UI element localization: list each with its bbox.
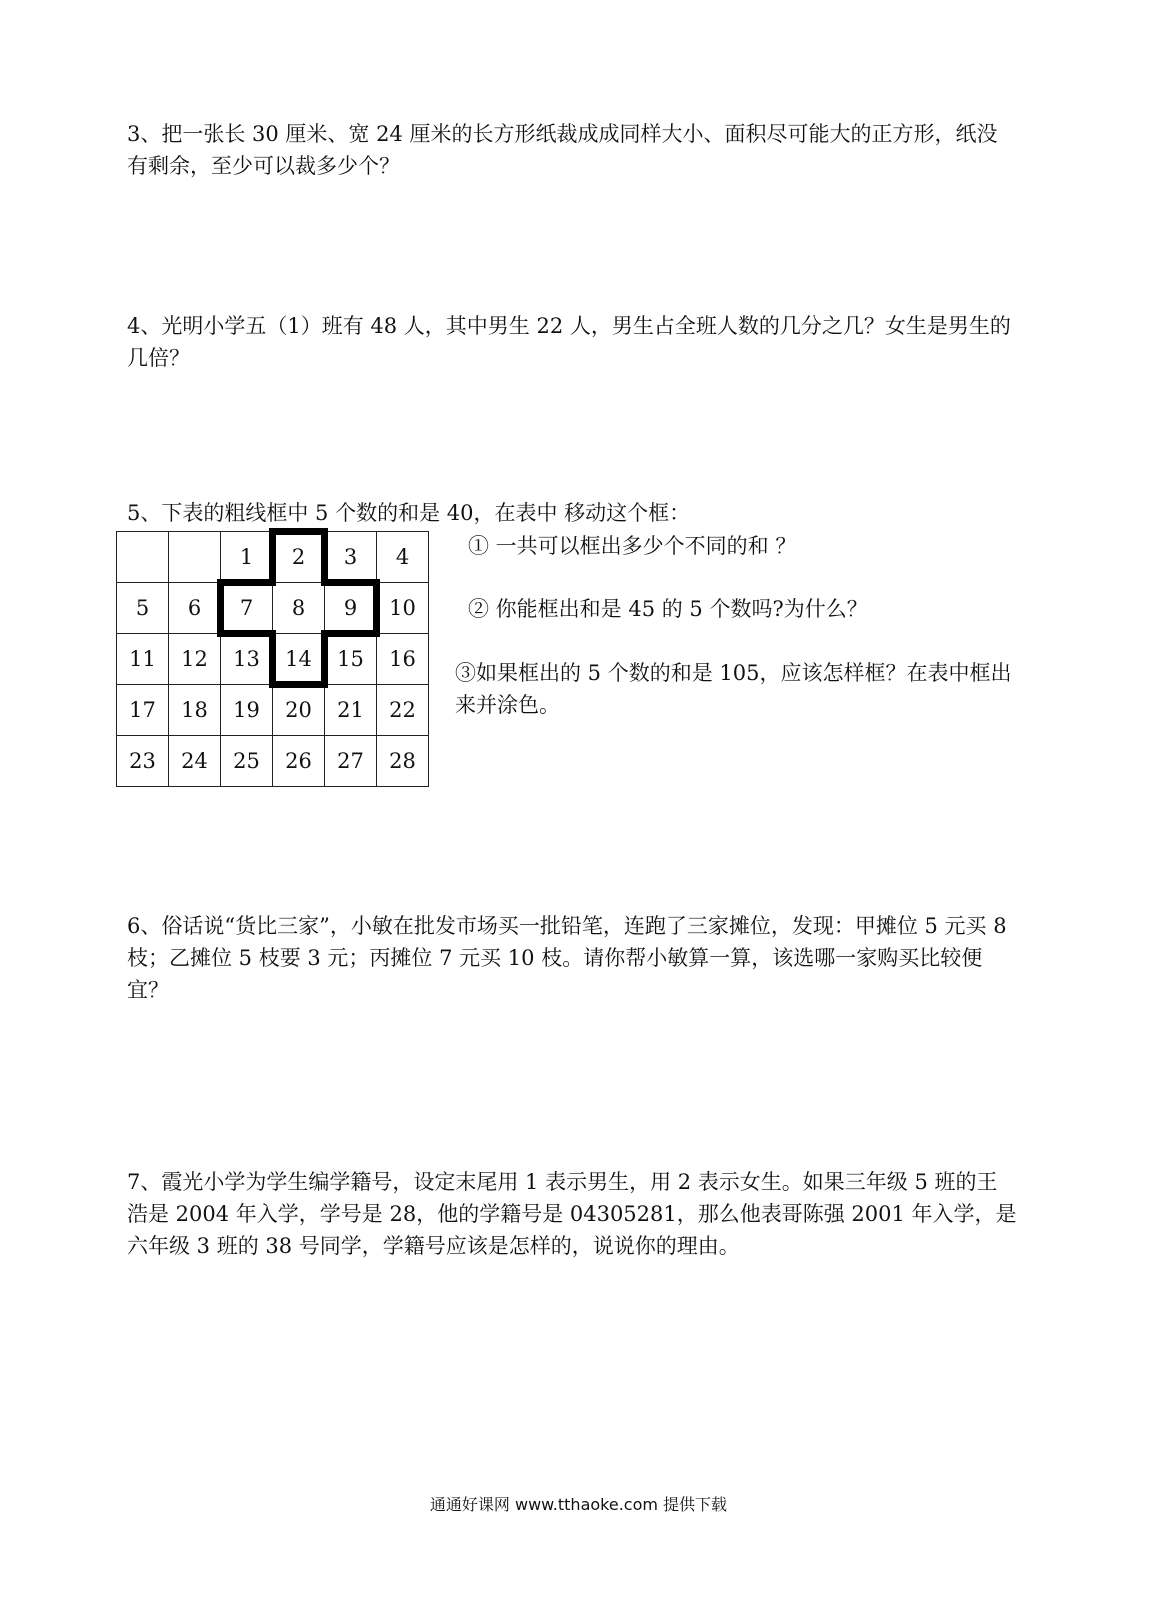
grid-cell: 27 <box>325 736 377 787</box>
question-3: 3、把一张长 30 厘米、宽 24 厘米的长方形纸裁成成同样大小、面积尽可能大的正方形，纸没有剩余，至少可以裁多少个？ <box>127 122 998 178</box>
question-5-sub-1: ① 一共可以框出多少个不同的和 ？ <box>468 534 797 558</box>
question-4: 4、光明小学五（1）班有 48 人，其中男生 22 人，男生占全班人数的几分之几？女生是男生的几倍？ <box>127 314 1011 370</box>
grid-cell: 13 <box>221 634 273 685</box>
grid-cell: 10 <box>377 583 429 634</box>
grid-cell: 11 <box>117 634 169 685</box>
grid-cell: 21 <box>325 685 377 736</box>
grid-cell: 25 <box>221 736 273 787</box>
grid-cell: 12 <box>169 634 221 685</box>
grid-cell: 2 <box>273 532 325 583</box>
grid-row <box>117 634 429 685</box>
question-5-sub-2: ② 你能框出和是 45 的 5 个数吗?为什么？ <box>468 597 868 621</box>
question-6: 6、俗话说“货比三家”，小敏在批发市场买一批铅笔，连跑了三家摊位，发现：甲摊位 5 元买 8 枝；乙摊位 5 枝要 3 元；丙摊位 7 元买 10 枝。请你帮小敏算一算，该选哪一家购买比较便宜？ <box>127 914 1007 1002</box>
grid-cell: 28 <box>377 736 429 787</box>
number-grid <box>116 531 429 787</box>
grid-cell: 18 <box>169 685 221 736</box>
grid-cell: 23 <box>117 736 169 787</box>
grid-row <box>117 583 429 634</box>
grid-cell: 3 <box>325 532 377 583</box>
grid-cell: 15 <box>325 634 377 685</box>
grid-row <box>117 736 429 787</box>
grid-cell: 4 <box>377 532 429 583</box>
grid-cell: 1 <box>221 532 273 583</box>
grid-cell: 8 <box>273 583 325 634</box>
question-5-sub-3: ③如果框出的 5 个数的和是 105，应该怎样框？在表中框出来并涂色。 <box>455 661 1012 717</box>
grid-cell: 6 <box>169 583 221 634</box>
question-7: 7、霞光小学为学生编学籍号，设定末尾用 1 表示男生，用 2 表示女生。如果三年级 5 班的王浩是 2004 年入学，学号是 28，他的学籍号是 04305281，那么他表哥陈强 2001 年入学，是六年级 3 班的 38 号同学，学籍号应该是怎样的，说说你的理由。 <box>127 1170 1017 1258</box>
grid-cell <box>169 532 221 583</box>
grid-cell: 7 <box>221 583 273 634</box>
grid-cell: 20 <box>273 685 325 736</box>
footer-source: 通通好课网 www.tthaoke.com 提供下载 <box>429 1495 728 1514</box>
grid-row <box>117 685 429 736</box>
grid-cell: 19 <box>221 685 273 736</box>
grid-cell <box>117 532 169 583</box>
grid-cell: 22 <box>377 685 429 736</box>
question-5-intro: 5、下表的粗线框中 5 个数的和是 40，在表中 移动这个框： <box>127 501 691 525</box>
grid-row <box>117 532 429 583</box>
grid-cell: 16 <box>377 634 429 685</box>
grid-cell: 5 <box>117 583 169 634</box>
grid-cell: 17 <box>117 685 169 736</box>
grid-cell: 9 <box>325 583 377 634</box>
grid-cell: 26 <box>273 736 325 787</box>
grid-cell: 14 <box>273 634 325 685</box>
grid-cell: 24 <box>169 736 221 787</box>
